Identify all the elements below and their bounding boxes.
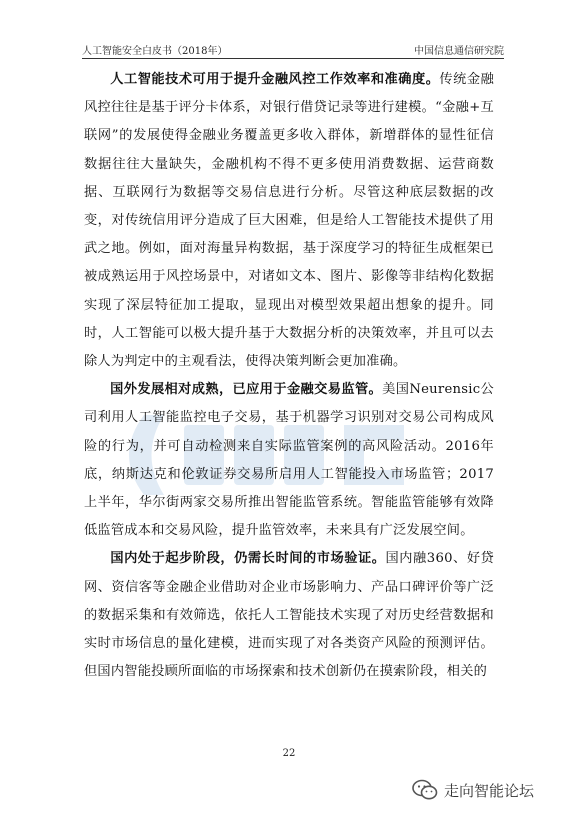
paragraph-lead: 国内处于起步阶段，仍需长时间的市场验证。	[110, 551, 386, 567]
brand-label: 走向智能论坛	[444, 781, 535, 800]
paragraph-text: 美国Neurensic公司利用人工智能监控电子交易，基于机器学习识别对交易公司构成风险的行为，并可自动检测来自实际监管案例的高风险活动。2016年底，纳斯达克和伦敦证券交易所启用人工智能投入市场监管；2017上半年，华尔街两家交易所推出智能监管系统。智能监管能够有效降低监管成本和交易风险，提升监管效率，未来具有广泛发展空间。	[84, 382, 494, 539]
paragraph-financial-risk-control	[84, 66, 494, 376]
wechat-icon	[412, 779, 438, 801]
document-body	[84, 66, 494, 686]
paragraph-text: 传统金融风控往往是基于评分卡体系，对银行借贷记录等进行建模。“金融+互联网”的发展使得金融业务覆盖更多收入群体，新增群体的显性征信数据往往大量缺失，金融机构不得不更多使用消费数据、运营商数据、互联网行为数据等交易信息进行分析。尽管这种底层数据的改变，对传统信用评分造成了巨大困难，但是给人工智能技术提供了用武之地。例如，面对海量异构数据，基于深度学习的特征生成框架已被成熟运用于风控场景中，对诸如文本、图片、影像等非结构化数据实现了深层特征加工提取，显现出对模型效果超出想象的提升。同时，人工智能可以极大提升基于大数据分析的决策效率，并且可以去除人为判定中的主观看法，使得决策判断会更加准确。	[84, 72, 495, 370]
paragraph-foreign-development	[84, 376, 494, 545]
paragraph-lead: 国外发展相对成熟，已应用于金融交易监管。	[110, 382, 383, 398]
paragraph-text: 国内融360、好贷网、资信客等金融企业借助对企业市场影响力、产品口碑评价等广泛的数据采集和有效筛选，依托人工智能技术实现了对历史经营数据和实时市场信息的量化建模，进而实现了对各类资产风险的预测评估。但国内智能投顾所面临的市场探索和技术创新仍在摸索阶段，相关的	[84, 551, 495, 680]
header-title: 人工智能安全白皮书（2018年）	[82, 46, 228, 57]
brand-watermark	[412, 777, 534, 803]
header-organization: 中国信息通信研究院	[414, 46, 504, 57]
paragraph-lead: 人工智能技术可用于提升金融风控工作效率和准确度。	[110, 72, 440, 87]
page-header	[82, 40, 504, 59]
paragraph-domestic-development	[84, 545, 494, 686]
page-number: 22	[282, 748, 296, 759]
